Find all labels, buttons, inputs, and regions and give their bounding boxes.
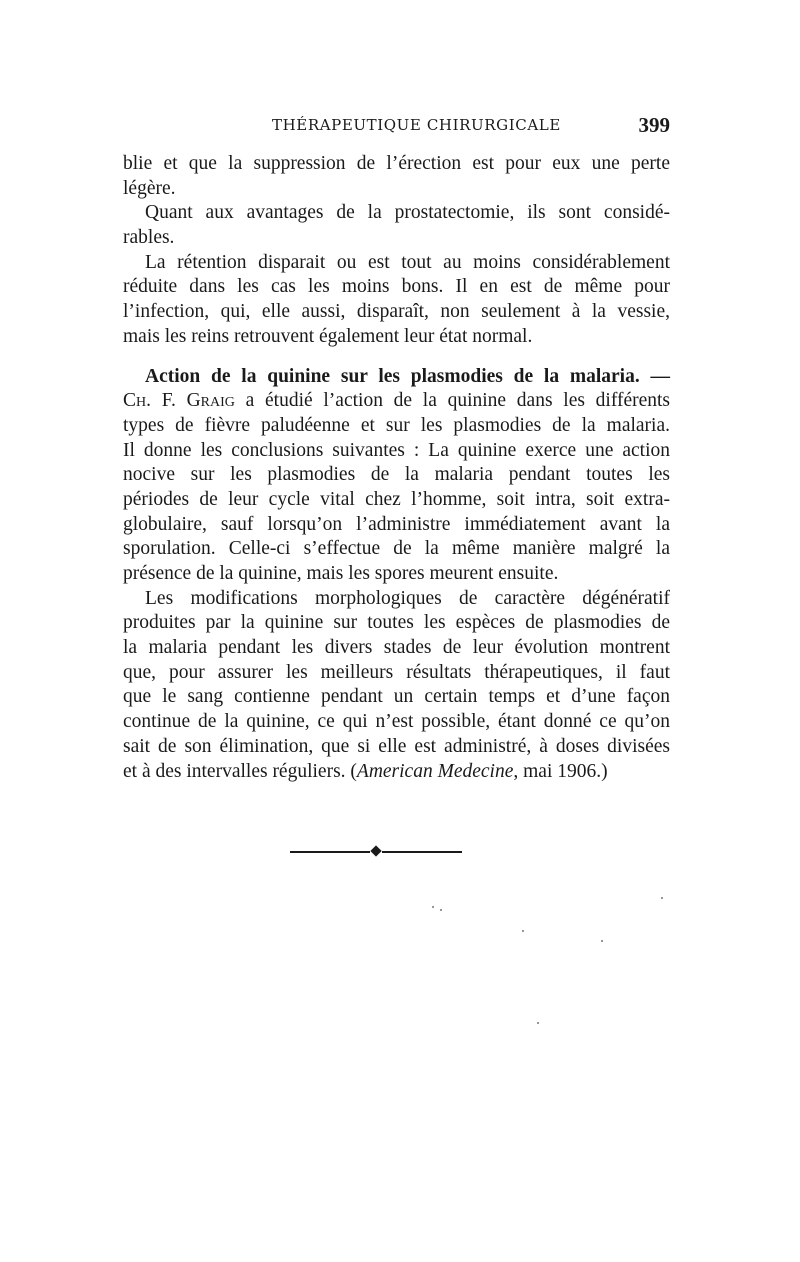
diamond-ornament-icon: [370, 845, 381, 856]
section-heading-line: [123, 365, 670, 390]
text-line: que le sang contienne pendant un certain temps et d’une façon: [123, 686, 670, 708]
ornament-rule-left: [290, 851, 370, 853]
text-line: [123, 760, 670, 785]
text-line: sait de son élimination, que si elle est administré, à doses divisées: [123, 735, 670, 757]
print-speck: [661, 897, 663, 899]
text-line: La rétention disparait ou est tout au moins considérablement: [145, 251, 670, 273]
text-line: légère.: [123, 177, 176, 199]
text-line: continue de la quinine, ce qui n’est possible, étant donné ce qu’on: [123, 711, 670, 733]
text-line: Quant aux avantages de la prostatectomie, ils sont considé-: [145, 202, 670, 224]
print-speck: [440, 909, 442, 911]
text-run: , mai 1906.): [513, 760, 608, 782]
text-line: sporulation. Celle-ci s’effectue de la même manière malgré la: [123, 538, 670, 560]
text-line: que, pour assurer les meilleurs résultats thérapeutiques, il faut: [123, 661, 670, 683]
text-run: et à des intervalles réguliers. (: [123, 760, 357, 782]
text-line: types de fièvre paludéenne et sur les plasmodies de la malaria.: [123, 414, 670, 436]
paragraph-quinine-action: [123, 365, 670, 587]
paragraph-prostatectomy-continuation: [123, 152, 670, 201]
print-speck: [537, 1022, 539, 1024]
paragraph-advantages: [123, 201, 670, 250]
text-line: présence de la quinine, mais les spores meurent ensuite.: [123, 563, 559, 584]
text-line: Les modifications morphologiques de caractère dégénératif: [145, 587, 670, 609]
section-spacing: [123, 350, 670, 365]
author-name: Ch. F. Graig: [123, 390, 235, 412]
text-line: l’infection, qui, elle aussi, disparaît, non seulement à la vessie,: [123, 301, 670, 323]
text-line: Il donne les conclusions suivantes : La quinine exerce une action: [123, 439, 670, 461]
text-line: produites par la quinine sur toutes les espèces de plasmodies de: [123, 612, 670, 634]
print-speck: [601, 940, 603, 942]
text-line: [123, 389, 670, 414]
text-line: mais les reins retrouvent également leur état normal.: [123, 325, 533, 347]
print-speck: [522, 930, 524, 932]
text-line: la malaria pendant les divers stades de leur évolution montrent: [123, 637, 670, 659]
ornament-rule-right: [382, 851, 462, 853]
paragraph-morphological-changes: [123, 587, 670, 785]
running-head: [124, 113, 670, 140]
text-line: blie et que la suppression de l’érection est pour eux une perte: [123, 153, 670, 174]
page-number: 399: [638, 113, 670, 137]
paragraph-retention: [123, 251, 670, 350]
text-line: périodes de leur cycle vital chez l’homme, soit intra, soit extra-: [123, 488, 670, 510]
text-line: globulaire, sauf lorsqu’on l’administre immédiatement avant la: [123, 513, 670, 535]
text-line: réduite dans les cas les moins bons. Il en est de même pour: [123, 276, 670, 298]
text-line: rables.: [123, 227, 175, 249]
print-speck: [432, 906, 434, 908]
text-line: nocive sur les plasmodies de la malaria pendant toutes les: [123, 464, 670, 486]
section-end-ornament: [290, 846, 462, 856]
running-title: THÉRAPEUTIQUE CHIRURGICALE: [272, 116, 561, 134]
text-run: a étudié l’action de la quinine dans les différents: [245, 390, 671, 412]
section-heading: Action de la quinine sur les plasmodies de la malaria. —: [145, 365, 670, 387]
source-citation: American Medecine: [356, 760, 514, 782]
body-text: [123, 152, 670, 784]
